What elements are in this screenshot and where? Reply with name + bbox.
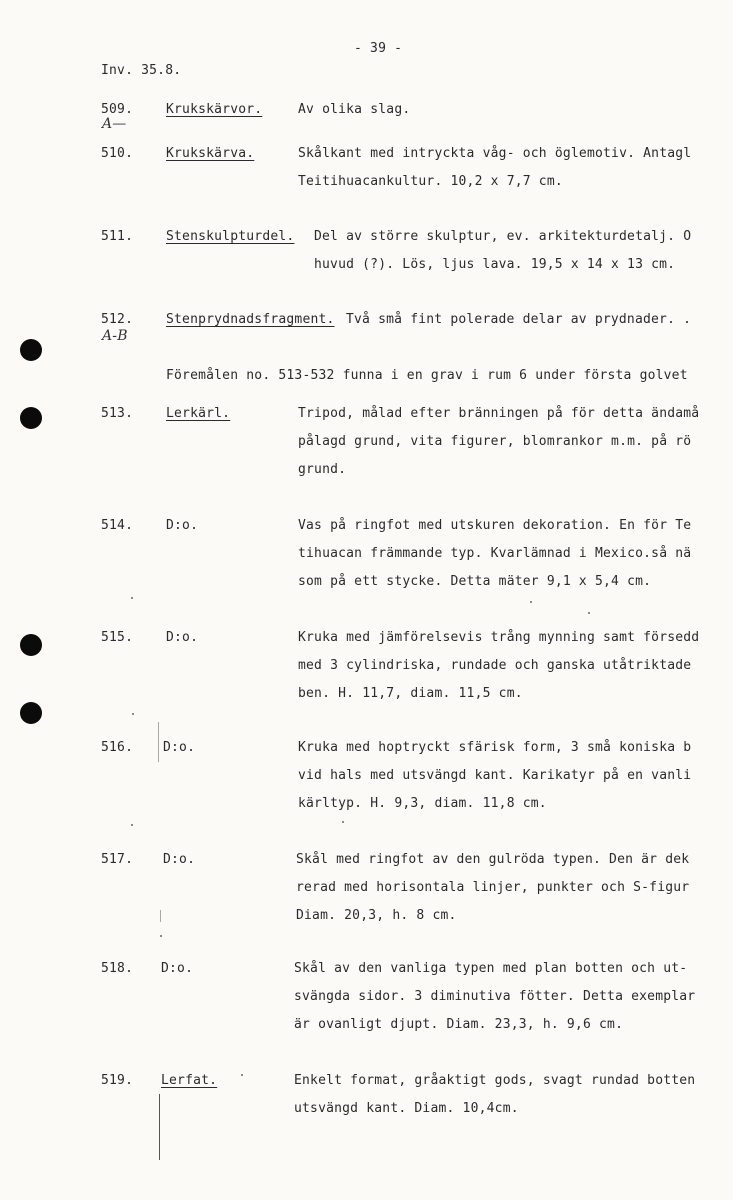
scan-speck [132, 713, 134, 715]
entry-description: utsvängd kant. Diam. 10,4cm. [294, 1101, 519, 1116]
entry-description: tihuacan främmande typ. Kvarlämnad i Mexico.så nä [298, 546, 692, 561]
page-number: - 39 - [354, 41, 403, 56]
entry-description: är ovanligt djupt. Diam. 23,3, h. 9,6 cm. [294, 1017, 624, 1032]
scan-speck [241, 1074, 243, 1076]
handwritten-note: A-B [102, 328, 128, 344]
scan-speck [588, 612, 590, 614]
entry-description: Kruka med jämförelsevis trång mynning samt försedd [298, 630, 700, 645]
entry-number: 514. [101, 518, 134, 533]
scan-speck [131, 597, 133, 599]
punch-hole [20, 702, 42, 724]
entry-number: 511. [101, 229, 134, 244]
pencil-margin-line [160, 910, 161, 922]
entry-description: Diam. 20,3, h. 8 cm. [296, 908, 457, 923]
entry-number: 512. [101, 312, 134, 327]
entry-number: 518. [101, 961, 134, 976]
entry-name: D:o. [166, 518, 199, 533]
pencil-margin-line [158, 722, 159, 762]
entry-description: Vas på ringfot med utskuren dekoration. En för Te [298, 518, 692, 533]
entry-name: D:o. [161, 961, 194, 976]
entry-description: svängda sidor. 3 diminutiva fötter. Detta exemplar [294, 989, 696, 1004]
entry-description: Kruka med hoptryckt sfärisk form, 3 små koniska b [298, 740, 692, 755]
entry-description: Av olika slag. [298, 102, 411, 117]
entry-description: som på ett stycke. Detta mäter 9,1 x 5,4 cm. [298, 574, 652, 589]
scan-speck [131, 824, 133, 826]
entry-description: Skål med ringfot av den gulröda typen. Den är dek [296, 852, 690, 867]
entry-name: Krukskärva. [166, 146, 255, 161]
entry-name: Krukskärvor. [166, 102, 263, 117]
entry-name: Stenprydnadsfragment. [166, 312, 335, 327]
entry-description: ben. H. 11,7, diam. 11,5 cm. [298, 686, 523, 701]
grave-note: Föremålen no. 513-532 funna i en grav i rum 6 under första golvet [166, 368, 688, 383]
entry-number: 519. [101, 1073, 134, 1088]
entry-name: Lerfat. [161, 1073, 218, 1088]
entry-number: 516. [101, 740, 134, 755]
entry-description: rerad med horisontala linjer, punkter och S-figur [296, 880, 690, 895]
entry-name: Stenskulpturdel. [166, 229, 295, 244]
entry-description: Skål av den vanliga typen med plan botten och ut- [294, 961, 688, 976]
entry-description: Teitihuacankultur. 10,2 x 7,7 cm. [298, 174, 563, 189]
entry-description: Två små fint polerade delar av prydnader. . [346, 312, 692, 327]
entry-number: 517. [101, 852, 134, 867]
entry-description: med 3 cylindriska, rundade och ganska utåtriktade [298, 658, 692, 673]
entry-description: huvud (?). Lös, ljus lava. 19,5 x 14 x 13 cm. [314, 257, 676, 272]
entry-name: D:o. [166, 630, 199, 645]
scan-speck [160, 935, 162, 937]
entry-description: Del av större skulptur, ev. arkitekturdetalj. O [314, 229, 692, 244]
scan-speck [530, 601, 532, 603]
entry-name: Lerkärl. [166, 406, 231, 421]
entry-name: D:o. [163, 852, 196, 867]
entry-description: Skålkant med intryckta våg- och öglemotiv. Antagl [298, 146, 692, 161]
inventory-number: Inv. 35.8. [101, 63, 182, 78]
entry-number: 509. [101, 102, 134, 117]
pencil-margin-line [159, 1094, 160, 1160]
entry-number: 515. [101, 630, 134, 645]
punch-hole [20, 339, 42, 361]
punch-hole [20, 407, 42, 429]
entry-number: 510. [101, 146, 134, 161]
entry-description: kärltyp. H. 9,3, diam. 11,8 cm. [298, 796, 547, 811]
entry-description: vid hals med utsvängd kant. Karikatyr på en vanli [298, 768, 692, 783]
entry-name: D:o. [163, 740, 196, 755]
entry-description: pålagd grund, vita figurer, blomrankor m.m. på rö [298, 434, 692, 449]
entry-description: Tripod, målad efter bränningen på för detta ändamå [298, 406, 700, 421]
handwritten-note: A— [102, 116, 127, 132]
entry-description: Enkelt format, gråaktigt gods, svagt rundad botten [294, 1073, 696, 1088]
scan-speck [342, 821, 344, 823]
punch-hole [20, 634, 42, 656]
entry-number: 513. [101, 406, 134, 421]
entry-description: grund. [298, 462, 347, 477]
